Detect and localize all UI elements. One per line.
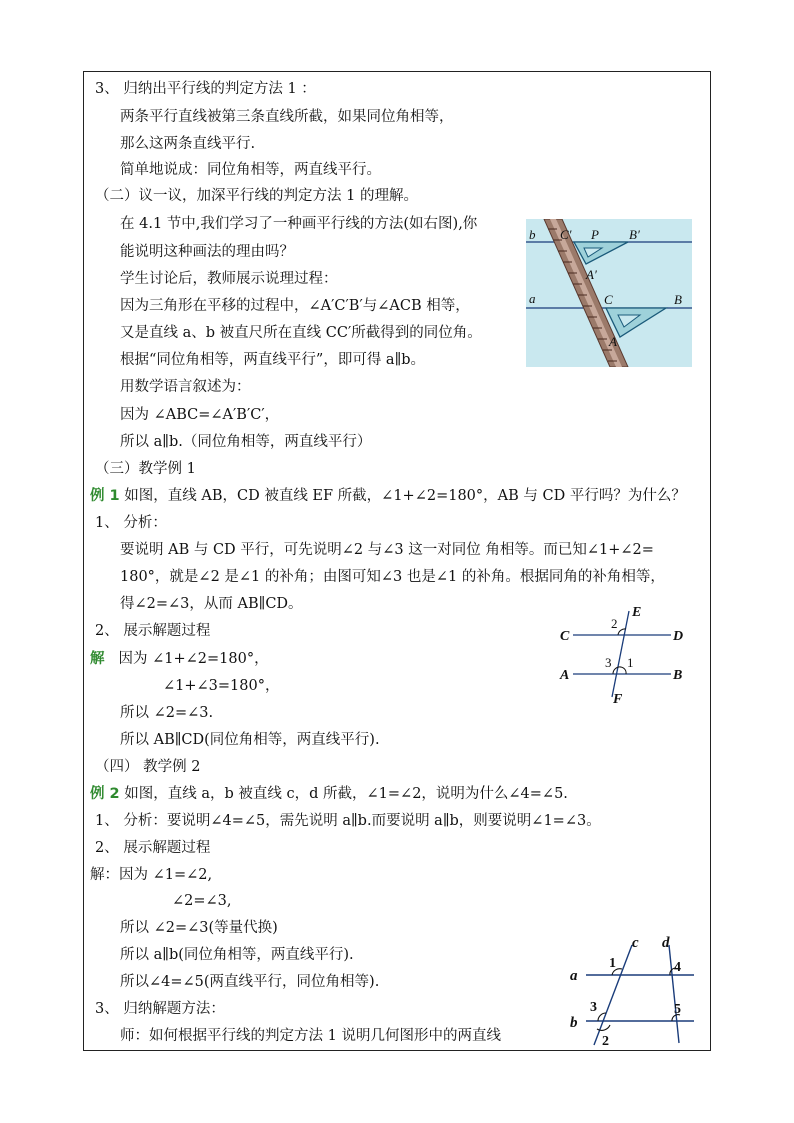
- section-heading: （四） 教学例 2: [95, 759, 201, 775]
- text-line: 师：如何根据平行线的判定方法 1 说明几何图形中的两直线: [120, 1028, 501, 1044]
- label-c-prime: C′: [560, 227, 572, 242]
- text-line: 3、 归纳出平行线的判定方法 1 ：: [95, 81, 316, 97]
- label-B: B: [673, 668, 683, 683]
- label-b: b: [529, 227, 536, 242]
- example-2-line: [90, 784, 568, 804]
- label-a-prime: A′: [586, 267, 597, 282]
- label-a-point: A: [609, 334, 617, 349]
- section-heading: （二）议一议，加深平行线的判定方法 1 的理解。: [95, 188, 418, 204]
- example-1-figure: [555, 603, 690, 707]
- angle-3-label: 3: [605, 655, 612, 670]
- text-line: 在 4.1 节中,我们学习了一种画平行线的方法(如右图),你: [120, 216, 478, 232]
- label-F: F: [613, 692, 623, 707]
- ruler-triangle-figure: [526, 219, 692, 367]
- text-line: 学生讨论后，教师展示说理过程：: [120, 271, 338, 287]
- example-1-tag: 例 1: [90, 488, 120, 504]
- text-line: 所以 ∠2=∠3.: [120, 705, 214, 721]
- text-line: 所以 a∥b(同位角相等，两直线平行).: [120, 947, 354, 963]
- example-2-text: 如图，直线 a，b 被直线 c，d 所截，∠1=∠2，说明为什么∠4=∠5.: [119, 786, 568, 802]
- label-b-prime: B′: [629, 227, 640, 242]
- text-line: 用数学语言叙述为：: [120, 379, 251, 395]
- angle-1-label: 1: [627, 655, 634, 670]
- text-line: 简单地说成：同位角相等，两直线平行。: [120, 162, 381, 178]
- text-line: 所以 ∠2=∠3(等量代换): [120, 920, 278, 936]
- label-A: A: [560, 668, 570, 683]
- text-line: 3、 归纳解题方法：: [95, 1001, 225, 1017]
- label-c: C: [604, 292, 613, 307]
- text-line: 所以∠4=∠5(两直线平行，同位角相等).: [120, 974, 380, 990]
- angle-5-label: 5: [674, 1002, 681, 1017]
- text-line: ∠1+∠3=180°，: [163, 678, 280, 694]
- text-line: 那么这两条直线平行.: [120, 136, 256, 152]
- label-C: C: [560, 629, 570, 644]
- text-line: 又是直线 a、b 被直尺所在直线 CC′所截得到的同位角。: [120, 325, 482, 341]
- label-b-line: b: [570, 1015, 578, 1031]
- text-line: 解：因为 ∠1=∠2,: [90, 867, 213, 883]
- label-a-line: a: [570, 968, 578, 984]
- solution-line: [90, 649, 269, 669]
- text-line: 因为 ∠ABC=∠A′B′C′，: [120, 407, 280, 423]
- solution-text: 因为 ∠1+∠2=180°，: [118, 651, 269, 667]
- text-line: 因为三角形在平移的过程中，∠A′C′B′与∠ACB 相等，: [120, 298, 470, 314]
- angle-2-label: 2: [611, 616, 618, 631]
- label-c-line: c: [632, 935, 639, 951]
- text-line: 1、 分析：: [95, 515, 167, 531]
- label-b-point: B: [674, 292, 682, 307]
- angle-4-label: 4: [674, 960, 681, 975]
- example-2-tag: 例 2: [90, 786, 120, 802]
- text-line: 得∠2=∠3，从而 AB∥CD。: [120, 596, 303, 612]
- text-line: 所以 AB∥CD(同位角相等，两直线平行).: [120, 732, 380, 748]
- angle-2-label: 2: [602, 1034, 609, 1049]
- example-1-line: [90, 486, 686, 506]
- label-D: D: [673, 629, 684, 644]
- text-line: ∠2=∠3,: [172, 893, 232, 909]
- label-a: a: [529, 291, 536, 306]
- label-p: P: [591, 227, 599, 242]
- example-2-figure: [564, 933, 700, 1051]
- text-line: 180°，就是∠2 是∠1 的补角；由图可知∠3 也是∠1 的补角。根据同角的补角相等，: [120, 569, 665, 585]
- text-line: 要说明 AB 与 CD 平行，可先说明∠2 与∠3 这一对同位 角相等。而已知∠1+∠2=: [120, 542, 654, 558]
- text-line: 2、 展示解题过程: [95, 840, 211, 856]
- text-line: 2、 展示解题过程: [95, 623, 211, 639]
- text-line: 两条平行直线被第三条直线所截，如果同位角相等，: [120, 109, 454, 125]
- text-line: 能说明这种画法的理由吗？: [120, 244, 294, 260]
- section-heading: （三）教学例 1: [95, 461, 196, 477]
- solution-tag: 解: [90, 651, 105, 667]
- angle-1-label: 1: [609, 956, 616, 971]
- label-E: E: [632, 605, 642, 620]
- angle-3-label: 3: [590, 1000, 597, 1015]
- label-d-line: d: [662, 935, 670, 951]
- text-line: 所以 a∥b.（同位角相等，两直线平行）: [120, 434, 372, 450]
- text-line: 根据“同位角相等，两直线平行”，即可得 a∥b。: [120, 352, 426, 368]
- example-1-text: 如图，直线 AB，CD 被直线 EF 所截，∠1+∠2=180°，AB 与 CD 平行吗？为什么？: [119, 488, 686, 504]
- text-line: 1、 分析：要说明∠4=∠5，需先说明 a∥b.而要说明 a∥b，则要说明∠1=∠3。: [95, 813, 601, 829]
